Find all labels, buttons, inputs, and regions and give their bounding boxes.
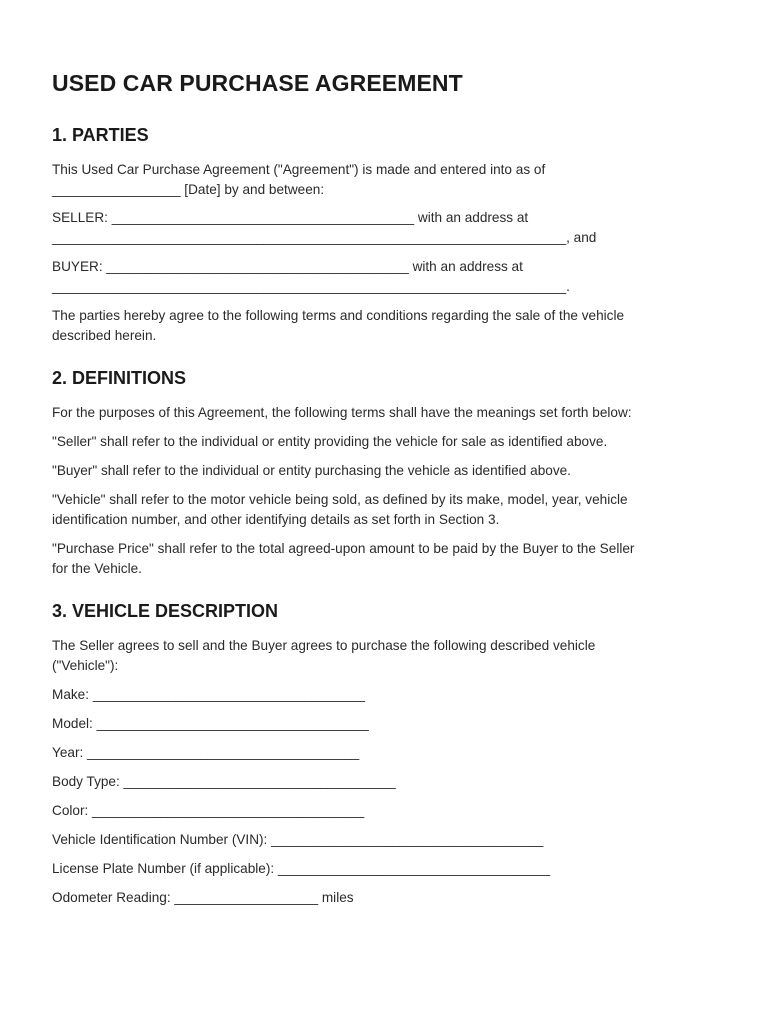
field-label: Make: xyxy=(52,687,90,702)
blank-line: ____________________________________ xyxy=(87,745,360,760)
field-label: Vehicle Identification Number (VIN): xyxy=(52,832,268,847)
field-label: License Plate Number (if applicable): xyxy=(52,861,275,876)
field-model xyxy=(52,714,369,734)
seller-line-1: SELLER: ________________________________________ with an address at xyxy=(52,210,529,225)
field-suffix: miles xyxy=(321,890,354,905)
parties-intro-line-2: _________________ [Date] by and between: xyxy=(52,182,325,197)
blank-line: ____________________________________ xyxy=(96,716,369,731)
blank-line: ____________________________________ xyxy=(123,774,396,789)
field-make xyxy=(52,685,365,705)
buyer-line-2: ____________________________________________________________________. xyxy=(52,279,570,294)
vehicle-description-intro-line-1: The Seller agrees to sell and the Buyer agrees to purchase the following described vehicle xyxy=(52,638,596,653)
vehicle-description-intro-line-2: ("Vehicle"): xyxy=(52,658,119,673)
seller-line-2: ____________________________________________________________________, and xyxy=(52,230,597,245)
field-label: Odometer Reading: xyxy=(52,890,171,905)
seller-definition: "Seller" shall refer to the individual or entity providing the vehicle for sale as identified above. xyxy=(52,434,608,449)
document-title: USED CAR PURCHASE AGREEMENT xyxy=(52,70,463,96)
vehicle-definition-line-1: "Vehicle" shall refer to the motor vehicle being sold, as defined by its make, model, year, vehicle xyxy=(52,492,628,507)
buyer-definition: "Buyer" shall refer to the individual or entity purchasing the vehicle as identified above. xyxy=(52,463,571,478)
field-body-type xyxy=(52,772,396,792)
field-label: Year: xyxy=(52,745,84,760)
field-license-plate xyxy=(52,859,550,879)
section-heading-parties: 1. PARTIES xyxy=(52,125,149,145)
field-label: Body Type: xyxy=(52,774,120,789)
blank-line: ___________________ xyxy=(174,890,319,905)
section-heading-definitions: 2. DEFINITIONS xyxy=(52,368,187,388)
field-vin xyxy=(52,830,543,850)
parties-agree-line-2: described herein. xyxy=(52,328,157,343)
purchase-price-definition-line-1: "Purchase Price" shall refer to the total agreed-upon amount to be paid by the Buyer to the Seller xyxy=(52,541,635,556)
field-color xyxy=(52,801,364,821)
blank-line: ____________________________________ xyxy=(92,803,365,818)
blank-line: ____________________________________ xyxy=(271,832,544,847)
field-year xyxy=(52,743,359,763)
blank-line: ____________________________________ xyxy=(277,861,551,876)
field-label: Color: xyxy=(52,803,89,818)
parties-agree-line-1: The parties hereby agree to the following terms and conditions regarding the sale of the vehicle xyxy=(52,308,625,323)
section-heading-vehicle-description: 3. VEHICLE DESCRIPTION xyxy=(52,601,279,621)
buyer-line-1: BUYER: ________________________________________ with an address at xyxy=(52,259,523,274)
vehicle-definition-line-2: identification number, and other identifying details as set forth in Section 3. xyxy=(52,512,500,527)
parties-intro-line-1: This Used Car Purchase Agreement ("Agreement") is made and entered into as of xyxy=(52,162,546,177)
blank-line: ____________________________________ xyxy=(92,687,365,702)
purchase-price-definition-line-2: for the Vehicle. xyxy=(52,561,142,576)
definitions-intro: For the purposes of this Agreement, the following terms shall have the meanings set forth below: xyxy=(52,405,632,420)
field-label: Model: xyxy=(52,716,93,731)
field-odometer xyxy=(52,888,354,908)
